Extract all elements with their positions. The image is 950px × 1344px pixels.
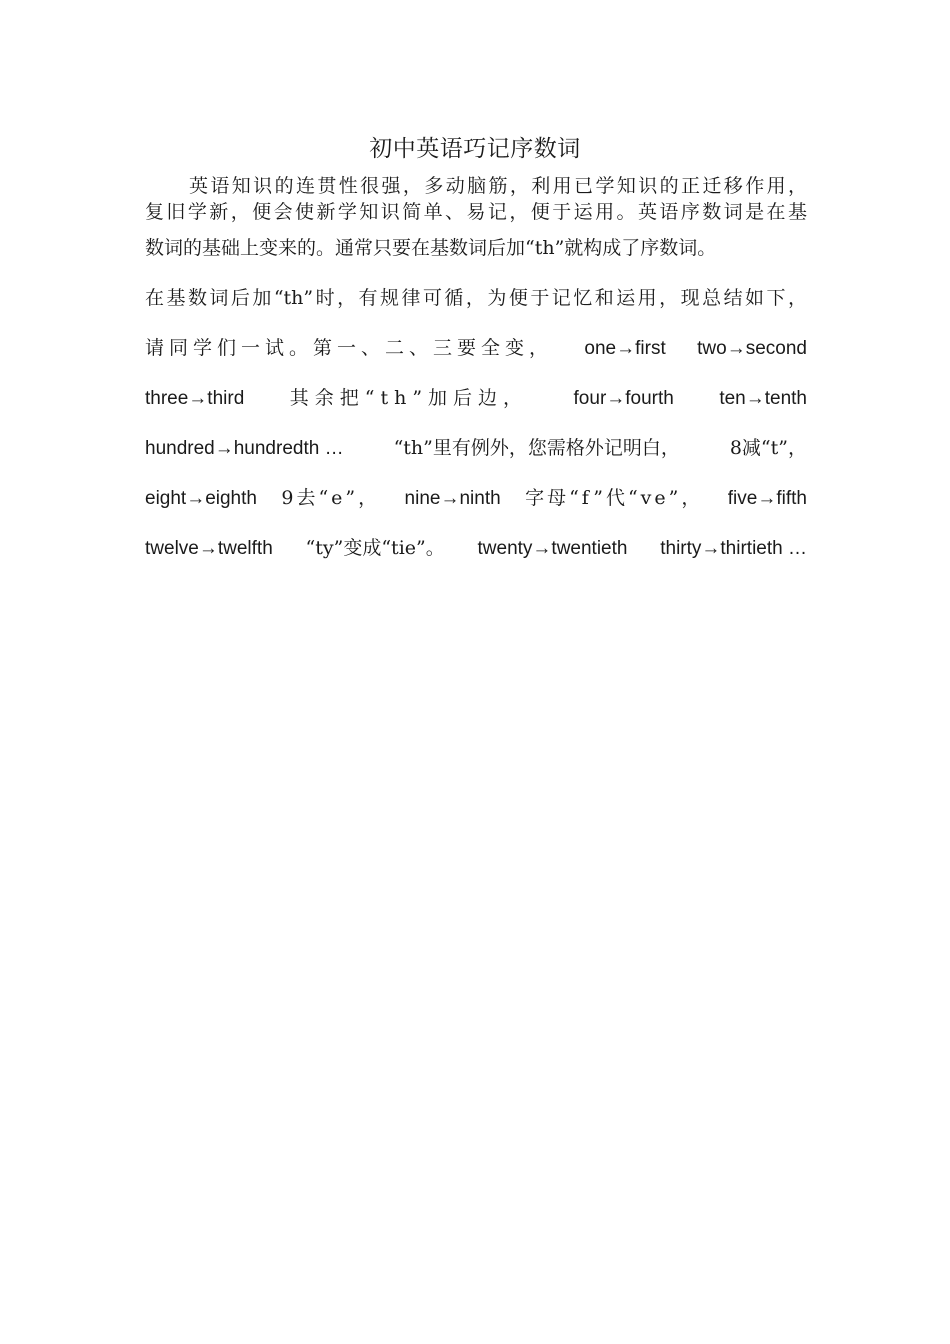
line7-chinese-exception: “th”里有例外，您需格外记明白， [393, 437, 680, 459]
paragraph-line-3: 数词的基础上变来的。通常只要在基数词后加“th”就构成了序数词。 [145, 237, 717, 259]
line5-example-two: two→second [697, 338, 807, 359]
paragraph-line-9 [145, 534, 807, 563]
line8-example-five: five→fifth [727, 488, 807, 509]
line5-example-one: one→first [584, 338, 666, 359]
paragraph-line-4: 在基数词后加“th”时，有规律可循，为便于记忆和运用，现总结如下， [145, 287, 807, 309]
line8-example-eight: eight→eighth [145, 488, 257, 509]
line6-example-four: four→fourth [573, 388, 674, 409]
paragraph-line-1: 英语知识的连贯性很强，多动脑筋，利用已学知识的正迁移作用， [189, 175, 807, 197]
paragraph-line-5 [145, 334, 807, 363]
paragraph-line-6 [145, 384, 807, 413]
line7-example-hundred: hundred→hundredth … [145, 438, 344, 459]
line6-example-three: three→third [145, 388, 245, 409]
line7-chinese-eight: 8减“t”， [729, 437, 807, 459]
line8-example-nine: nine→ninth [404, 488, 501, 509]
line8-chinese-nine: 9去“e”， [281, 487, 381, 509]
paragraph-line-2: 复旧学新，便会使新学知识简单、易记，便于运用。英语序数词是在基 [145, 201, 807, 223]
line8-chinese-letter-f: 字母“f”代“ve”， [525, 487, 704, 509]
document-title: 初中英语巧记序数词 [369, 136, 581, 162]
line9-chinese-ty: “ty”变成“tie”。 [305, 537, 445, 559]
paragraph-line-7 [145, 434, 807, 463]
line9-example-twelve: twelve→twelfth [145, 538, 273, 559]
paragraph-line-8 [145, 484, 807, 513]
line6-chinese: 其余把“th”加后边， [289, 387, 529, 409]
line5-chinese: 请同学们一试。第一、二、三要全变， [145, 337, 554, 359]
line6-example-ten: ten→tenth [719, 388, 807, 409]
line9-example-twenty: twenty→twentieth [477, 538, 628, 559]
line9-example-thirty: thirty→thirtieth … [660, 538, 807, 559]
